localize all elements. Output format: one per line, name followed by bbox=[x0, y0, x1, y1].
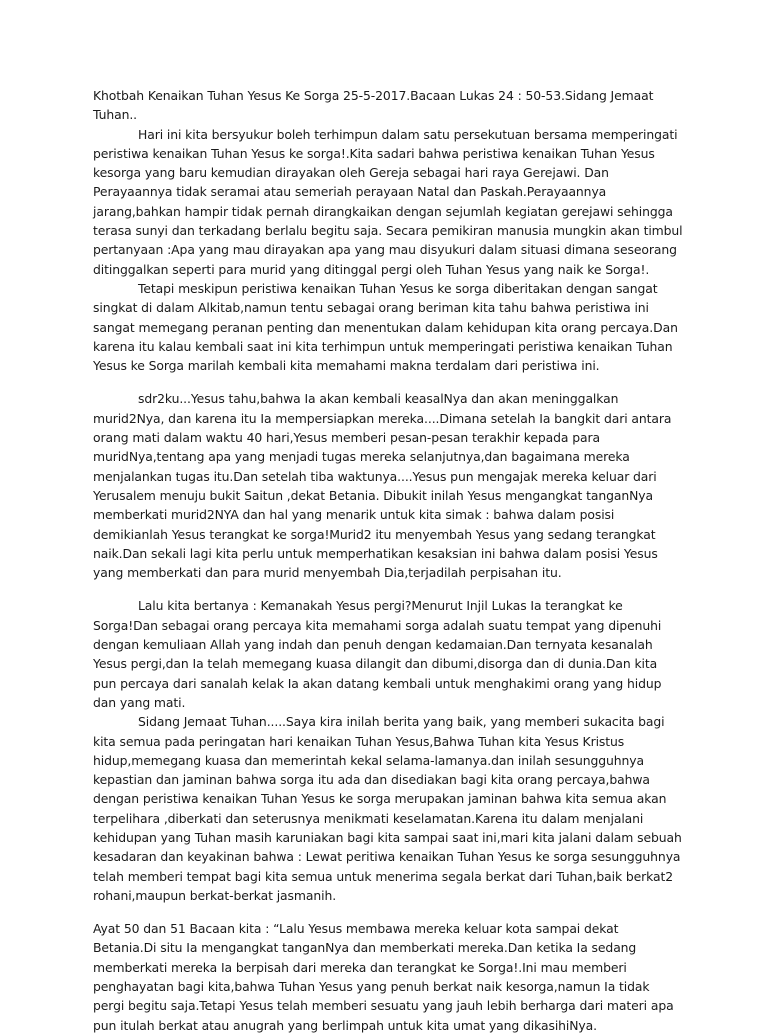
paragraph-6: Ayat 50 dan 51 Bacaan kita : “Lalu Yesus membawa mereka keluar kota sampai dekat Betania.Di situ Ia mengangkat tanganNya dan memberkati mereka.Dan ketika Ia sedang memberkati mereka Ia berpisah dari mereka dan terangkat ke Sorga!.Ini mau memberi penghayatan bagi kita,bahwa Tuhan Yesus yang penuh berkat naik kesorga,namun Ia tidak pergi begitu saja.Tetapi Yesus telah memberi sesuatu yang jauh lebih berharga dari materi apa pun itulah berkat atau anugrah yang berlimpah untuk kita umat yang dikasihiNya. bbox=[93, 921, 674, 1033]
paragraph-4: Lalu kita bertanya : Kemanakah Yesus pergi?Menurut Injil Lukas Ia terangkat ke Sorga!Dan sebagai orang percaya kita memahami sorga adalah suatu tempat yang dipenuhi dengan kemuliaan Allah yang indah dan penuh dengan kedamaian.Dan ternyata kesanalah Yesus pergi,dan Ia telah memegang kuasa dilangit dan dibumi,disorga dan di dunia.Dan kita pun percaya dari sanalah kelak Ia akan datang kembali untuk menghakimi orang yang hidup dan yang mati. bbox=[93, 598, 662, 710]
paragraph-5: Sidang Jemaat Tuhan.....Saya kira inilah berita yang baik, yang memberi sukacita bagi kita semua pada peringatan hari kenaikan Tuhan Yesus,Bahwa Tuhan kita Yesus Kristus hidup,memegang kuasa dan memerintah kekal selama-lamanya.dan inilah sesungguhnya kepastian dan jaminan bahwa sorga itu ada dan disediakan bagi kita orang percaya,bahwa dengan peristiwa kenaikan Tuhan Yesus ke sorga merupakan jaminan bahwa kita semua akan terpelihara ,diberkati dan seterusnya menikmati keselamatan.Karena itu dalam menjalani kehidupan yang Tuhan masih karuniakan bagi kita sampai saat ini,mari kita jalani dalam sebuah kesadaran dan keyakinan bahwa : Lewat peritiwa kenaikan Tuhan Yesus ke sorga sesungguhnya telah memberi tempat bagi kita semua untuk menerima segala berkat dari Tuhan,baik berkat2 rohani,maupun berkat-berkat jasmanih. bbox=[93, 714, 682, 903]
paragraph-3: sdr2ku...Yesus tahu,bahwa Ia akan kembali keasalNya dan akan meninggalkan murid2Nya, dan karena itu Ia mempersiapkan mereka....Dimana setelah Ia bangkit dari antara orang mati dalam waktu 40 hari,Yesus memberi pesan-pesan terakhir kepada para muridNya,tentang apa yang menjadi tugas mereka selanjutnya,dan bagaimana mereka menjalankan tugas itu.Dan setelah tiba waktunya....Yesus pun mengajak mereka keluar dari Yerusalem menuju bukit Saitun ,dekat Betania. Dibukit inilah Yesus mengangkat tanganNya memberkati murid2NYA dan hal yang menarik untuk kita simak : bahwa dalam posisi demikianlah Yesus terangkat ke sorga!Murid2 itu menyembah Yesus yang sedang terangkat naik.Dan sekali lagi kita perlu untuk memperhatikan kesaksian ini bahwa dalam posisi Yesus yang memberkati dan para murid menyembah Dia,terjadilah perpisahan itu. bbox=[93, 391, 672, 581]
title-line: Khotbah Kenaikan Tuhan Yesus Ke Sorga 25-5-2017.Bacaan Lukas 24 : 50-53.Sidang Jemaat Tuhan.. bbox=[93, 88, 654, 123]
paragraph-2: Tetapi meskipun peristiwa kenaikan Tuhan Yesus ke sorga diberitakan dengan sangat singkat di dalam Alkitab,namun tentu sebagai orang beriman kita tahu bahwa peristiwa ini sangat memegang peranan penting dan menentukan dalam kehidupan kita orang percaya.Dan karena itu kalau kembali saat ini kita terhimpun untuk memperingati peristiwa kenaikan Tuhan Yesus ke Sorga marilah kembali kita memahami makna terdalam dari peristiwa ini. bbox=[93, 280, 678, 374]
paragraph-1: Hari ini kita bersyukur boleh terhimpun dalam satu persekutuan bersama memperingati peristiwa kenaikan Tuhan Yesus ke sorga!.Kita sadari bahwa peristiwa kenaikan Tuhan Yesus kesorga yang baru kemudian dirayakan oleh Gereja sebagai hari raya Gerejawi. Dan Perayaannya tidak seramai atau semeriah perayaan Natal dan Paskah.Perayaannya jarang,bahkan hampir tidak pernah dirangkaikan dengan sejumlah kegiatan gerejawi sehingga terasa sunyi dan terkadang berlalu begitu saja. Secara pemikiran manusia mungkin akan timbul pertanyaan :Apa yang mau dirayakan apa yang mau disyukuri dalam situasi dimana seseorang ditinggalkan seperti para murid yang ditinggal pergi oleh Tuhan Yesus yang naik ke Sorga!. bbox=[93, 126, 683, 277]
sermon-text bbox=[93, 86, 683, 1035]
